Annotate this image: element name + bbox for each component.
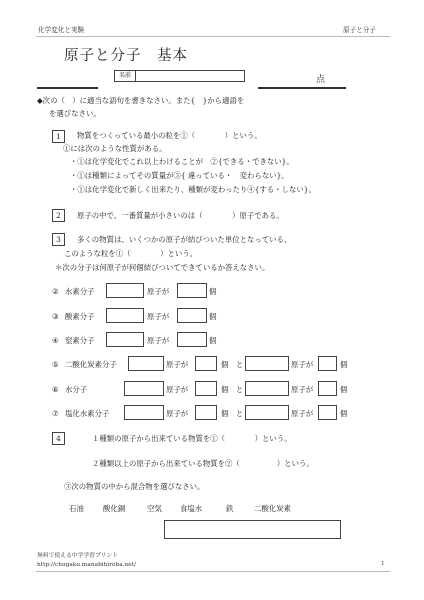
answer-box[interactable]: [195, 356, 217, 371]
answer-box[interactable]: [128, 356, 164, 371]
answer-box[interactable]: [177, 332, 207, 347]
answer-box[interactable]: [106, 332, 144, 347]
q3-row-num: ②: [52, 287, 59, 296]
header-topic: 原子と分子: [343, 26, 376, 34]
q3-text2: このような粒を①（ ）という。: [64, 249, 198, 258]
q3-row-text: 原子が: [166, 360, 189, 369]
footer-rule: [36, 571, 390, 572]
answer-box[interactable]: [245, 381, 289, 396]
answer-box[interactable]: [245, 356, 289, 371]
score-unit: 点: [316, 75, 326, 85]
name-label: 名前: [114, 70, 136, 82]
q3-row-text: 個 と: [221, 385, 244, 394]
q1-text: 物質をつくっている最小の粒を①（ ）という。: [77, 131, 262, 140]
instruction-line1: ◆次の（ ）に適当な語句を書きなさい。また{ }から適語を: [37, 96, 245, 105]
page-number: 1: [381, 561, 385, 567]
q3-row-num: ⑦: [52, 409, 59, 418]
question-number-4: 4: [52, 432, 65, 445]
q3-row-text: 個: [340, 385, 348, 394]
q3-row-label: 水分子: [65, 385, 88, 394]
substance: 食塩水: [180, 504, 203, 513]
answer-box[interactable]: [177, 283, 207, 298]
footer-url[interactable]: http://chugaku.manabihiroba.net/: [37, 562, 136, 568]
answer-box[interactable]: [318, 381, 337, 396]
answer-box[interactable]: [195, 381, 217, 396]
q1-item-1: ・①は化学変化でこれ以上わけることが ②{できる・できない}。: [70, 157, 294, 166]
q3-row-text: 個: [209, 336, 217, 345]
answer-box[interactable]: [106, 283, 144, 298]
q3-row-label: 水素分子: [65, 287, 95, 296]
answer-box[interactable]: [177, 308, 207, 323]
answer-box[interactable]: [195, 405, 217, 420]
q3-note: ＊次の分子は何原子が何個結びついてできているか答えなさい。: [55, 263, 270, 272]
q3-row-text: 個: [209, 287, 217, 296]
q1-sub: ①には次のような性質がある。: [63, 144, 167, 153]
header-subject: 化学変化と実験: [38, 26, 85, 34]
question-number-2: 2: [52, 209, 65, 222]
mixture-answer-box[interactable]: [164, 520, 341, 539]
substance: 空気: [147, 504, 162, 513]
q3-row-text: 原子が: [166, 385, 189, 394]
q3-row-text: 原子が: [291, 360, 314, 369]
q3-row-text: 個 と: [221, 360, 244, 369]
footer-site-name: 無料で使える中学学習プリント: [37, 553, 118, 559]
q3-row-text: 個: [340, 409, 348, 418]
answer-box[interactable]: [124, 381, 164, 396]
q1-item-3: ・①は化学変化で新しく出来たり、種類が変わったり④{する・しない}。: [70, 185, 316, 194]
q3-row-text: 原子が: [166, 409, 189, 418]
q4-line3: ③次の物質の中から混合物を選びなさい。: [64, 482, 205, 491]
q3-row-text: 原子が: [147, 312, 170, 321]
q3-row-text: 個: [340, 360, 348, 369]
q3-row-text: 個 と: [221, 409, 244, 418]
q3-row-text: 原子が: [291, 409, 314, 418]
substance: 石油: [69, 504, 84, 513]
q3-row-label: 二酸化炭素分子: [65, 360, 117, 369]
q3-text: 多くの物質は、いくつかの原子が結びついた単位となっている、: [77, 235, 292, 244]
q3-row-num: ③: [52, 312, 59, 321]
q3-row-num: ⑥: [52, 385, 59, 394]
substance: 鉄: [226, 504, 234, 513]
page-title: 原子と分子 基本: [64, 48, 188, 64]
q3-row-label: 塩化水素分子: [65, 409, 110, 418]
answer-box[interactable]: [318, 405, 337, 420]
question-number-1: 1: [52, 130, 65, 143]
answer-box[interactable]: [245, 405, 289, 420]
q3-row-text: 原子が: [147, 336, 170, 345]
score-underline[interactable]: [258, 87, 346, 89]
name-box[interactable]: [114, 70, 245, 82]
instruction-line2: を選びなさい。: [49, 109, 101, 118]
left-underline: [37, 87, 98, 89]
q2-text: 原子の中で、一番質量が小さいのは（ ）原子である。: [77, 211, 284, 220]
answer-box[interactable]: [106, 308, 144, 323]
q4-line2: ２種類以上の原子から出来ている物質を②（ ）という。: [92, 459, 314, 468]
answer-box[interactable]: [318, 356, 337, 371]
q3-row-text: 個: [209, 312, 217, 321]
q3-row-label: 酸素分子: [65, 312, 95, 321]
question-number-3: 3: [52, 233, 65, 246]
substance: 二酸化炭素: [254, 504, 291, 513]
header-rule: [36, 36, 390, 37]
q4-line1: １種類の原子から出来ている物質を①（ ）という。: [92, 434, 292, 443]
q3-row-text: 原子が: [147, 287, 170, 296]
substance: 酸化銅: [103, 504, 126, 513]
q1-item-2: ・①は種類によってその質量が③{ 違っている・ 変わらない}。: [70, 171, 289, 180]
q3-row-label: 窒素分子: [65, 336, 95, 345]
q3-row-text: 原子が: [291, 385, 314, 394]
answer-box[interactable]: [124, 405, 164, 420]
q3-row-num: ④: [52, 336, 59, 345]
q3-row-num: ⑤: [52, 360, 59, 369]
